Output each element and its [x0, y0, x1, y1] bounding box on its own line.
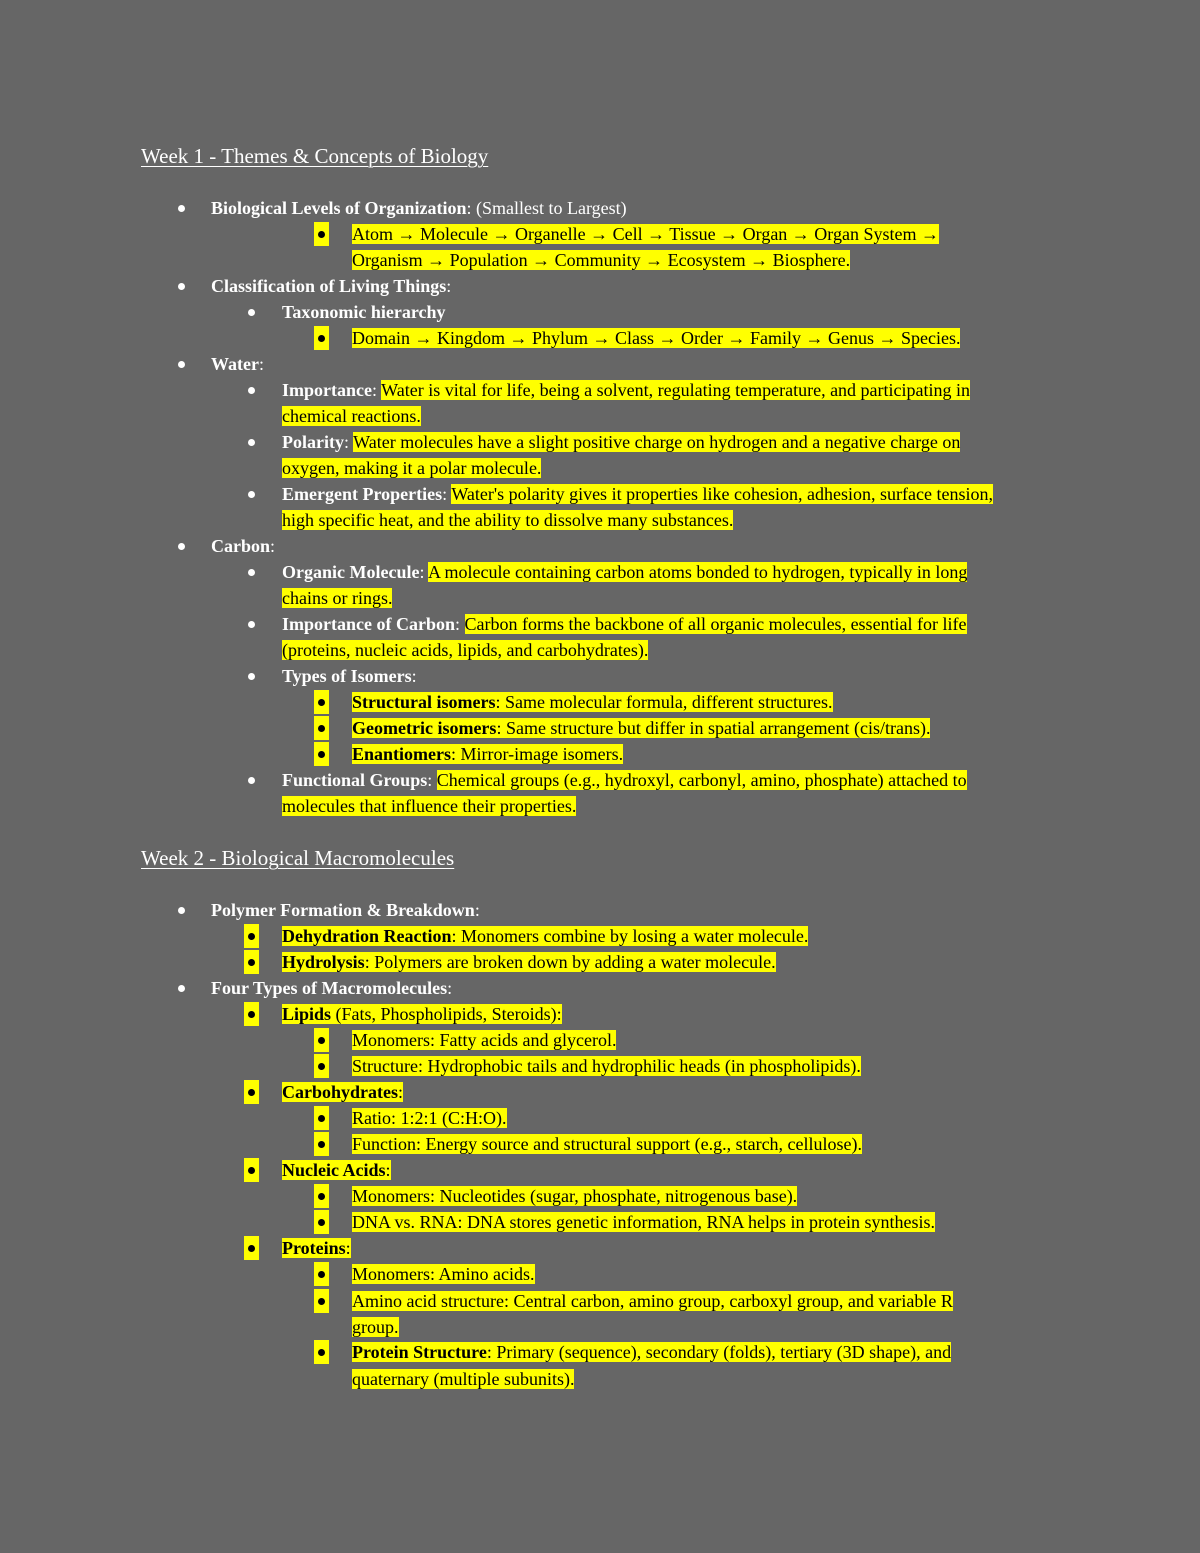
structural-isomers: Structural isomers: Same molecular formula, different structures. [352, 692, 833, 712]
taxonomic-label: Taxonomic hierarchy [282, 302, 446, 322]
bullet [248, 1157, 259, 1183]
bullet [178, 195, 185, 221]
bullet [178, 273, 185, 299]
week2-heading: Week 2 - Biological Macromolecules [141, 846, 455, 870]
lipids-monomers: Monomers: Fatty acids and glycerol. [352, 1030, 617, 1050]
bullet [178, 351, 185, 377]
water-label: Water [211, 354, 259, 374]
importance-carbon: Importance of Carbon: Carbon forms the backbone of all organic molecules, essential for life [282, 614, 967, 634]
amino-acid-structure: Amino acid structure: Central carbon, amino group, carboxyl group, and variable R [352, 1291, 953, 1311]
bullet [318, 1053, 329, 1079]
amino-acid-structure-line2: group. [352, 1317, 399, 1337]
water-polarity-line2: oxygen, making it a polar molecule. [282, 458, 542, 478]
bullet [248, 1001, 259, 1027]
hierarchy-line: Domain → Kingdom → Phylum → Class → Order → Family → Genus → Species. [352, 328, 961, 348]
bullet [318, 1105, 329, 1131]
lipids-item: Lipids (Fats, Phospholipids, Steroids): [282, 1004, 562, 1024]
bullet [248, 559, 255, 585]
water-item: Water: [211, 354, 264, 374]
carbs-ratio: Ratio: 1:2:1 (C:H:O). [352, 1108, 507, 1128]
bullet [318, 1183, 329, 1209]
functional-groups: Functional Groups: Chemical groups (e.g., hydroxyl, carbonyl, amino, phosphate) attached to [282, 770, 967, 790]
proteins-monomers: Monomers: Amino acids. [352, 1264, 535, 1284]
carbs-item: Carbohydrates: [282, 1082, 404, 1102]
bullet [318, 1131, 329, 1157]
bullet [318, 221, 329, 247]
levels-label: Biological Levels of Organization [211, 198, 467, 218]
water-emergent: Emergent Properties: Water's polarity gives it properties like cohesion, adhesion, surface tension, [282, 484, 993, 504]
bullet [178, 533, 185, 559]
nucleic-monomers: Monomers: Nucleotides (sugar, phosphate, nitrogenous base). [352, 1186, 798, 1206]
bullet [318, 715, 329, 741]
geometric-isomers: Geometric isomers: Same structure but differ in spatial arrangement (cis/trans). [352, 718, 931, 738]
nucleic-dna-rna: DNA vs. RNA: DNA stores genetic information, RNA helps in protein synthesis. [352, 1212, 935, 1232]
bullet [248, 767, 255, 793]
bullet [248, 1235, 259, 1261]
proteins-item: Proteins: [282, 1238, 351, 1258]
lipids-structure: Structure: Hydrophobic tails and hydrophilic heads (in phospholipids). [352, 1056, 861, 1076]
polymer-item: Polymer Formation & Breakdown: [211, 900, 480, 920]
bullet [248, 377, 255, 403]
organic-molecule: Organic Molecule: A molecule containing carbon atoms bonded to hydrogen, typically in long [282, 562, 968, 582]
classification-item: Classification of Living Things: [211, 276, 452, 296]
bullet [178, 897, 185, 923]
dehydration-reaction: Dehydration Reaction: Monomers combine by losing a water molecule. [282, 926, 809, 946]
bullet [318, 325, 329, 351]
bullet [318, 689, 329, 715]
bullet [318, 1288, 329, 1314]
hydrolysis: Hydrolysis: Polymers are broken down by adding a water molecule. [282, 952, 776, 972]
taxonomic-item [282, 299, 446, 325]
organic-molecule-line2: chains or rings. [282, 588, 393, 608]
functional-groups-line2: molecules that influence their properties. [282, 796, 577, 816]
water-importance: Importance: Water is vital for life, being a solvent, regulating temperature, and participating in [282, 380, 971, 400]
carbon-label: Carbon [211, 536, 271, 556]
week1-heading: Week 1 - Themes & Concepts of Biology [141, 144, 489, 168]
bullet [248, 923, 259, 949]
water-importance-line2: chemical reactions. [282, 406, 421, 426]
bullet [248, 429, 255, 455]
bullet [248, 663, 255, 689]
importance-carbon-line2: (proteins, nucleic acids, lipids, and carbohydrates). [282, 640, 649, 660]
water-polarity: Polarity: Water molecules have a slight positive charge on hydrogen and a negative charge on [282, 432, 961, 452]
four-types-item: Four Types of Macromolecules: [211, 978, 453, 998]
levels-item [211, 195, 627, 221]
protein-structure: Protein Structure: Primary (sequence), secondary (folds), tertiary (3D shape), and [352, 1342, 952, 1362]
bullet [318, 1339, 329, 1365]
levels-note: : (Smallest to Largest) [466, 198, 627, 218]
levels-line2: Organism → Population → Community → Ecosystem → Biosphere. [352, 250, 851, 270]
isomers-item: Types of Isomers: [282, 666, 417, 686]
bullet [248, 299, 255, 325]
levels-line1: Atom → Molecule → Organelle → Cell → Tissue → Organ → Organ System → [352, 224, 939, 244]
water-emergent-line2: high specific heat, and the ability to dissolve many substances. [282, 510, 734, 530]
bullet [318, 1209, 329, 1235]
carbon-item: Carbon: [211, 536, 276, 556]
nucleic-item: Nucleic Acids: [282, 1160, 391, 1180]
bullet [248, 949, 259, 975]
bullet [178, 975, 185, 1001]
bullet [318, 1261, 329, 1287]
enantiomers: Enantiomers: Mirror-image isomers. [352, 744, 624, 764]
classification-label: Classification of Living Things [211, 276, 447, 296]
bullet [248, 1079, 259, 1105]
bullet [248, 611, 255, 637]
protein-structure-line2: quaternary (multiple subunits). [352, 1369, 575, 1389]
bullet [248, 481, 255, 507]
carbs-function: Function: Energy source and structural support (e.g., starch, cellulose). [352, 1134, 863, 1154]
bullet [318, 1027, 329, 1053]
bullet [318, 741, 329, 767]
